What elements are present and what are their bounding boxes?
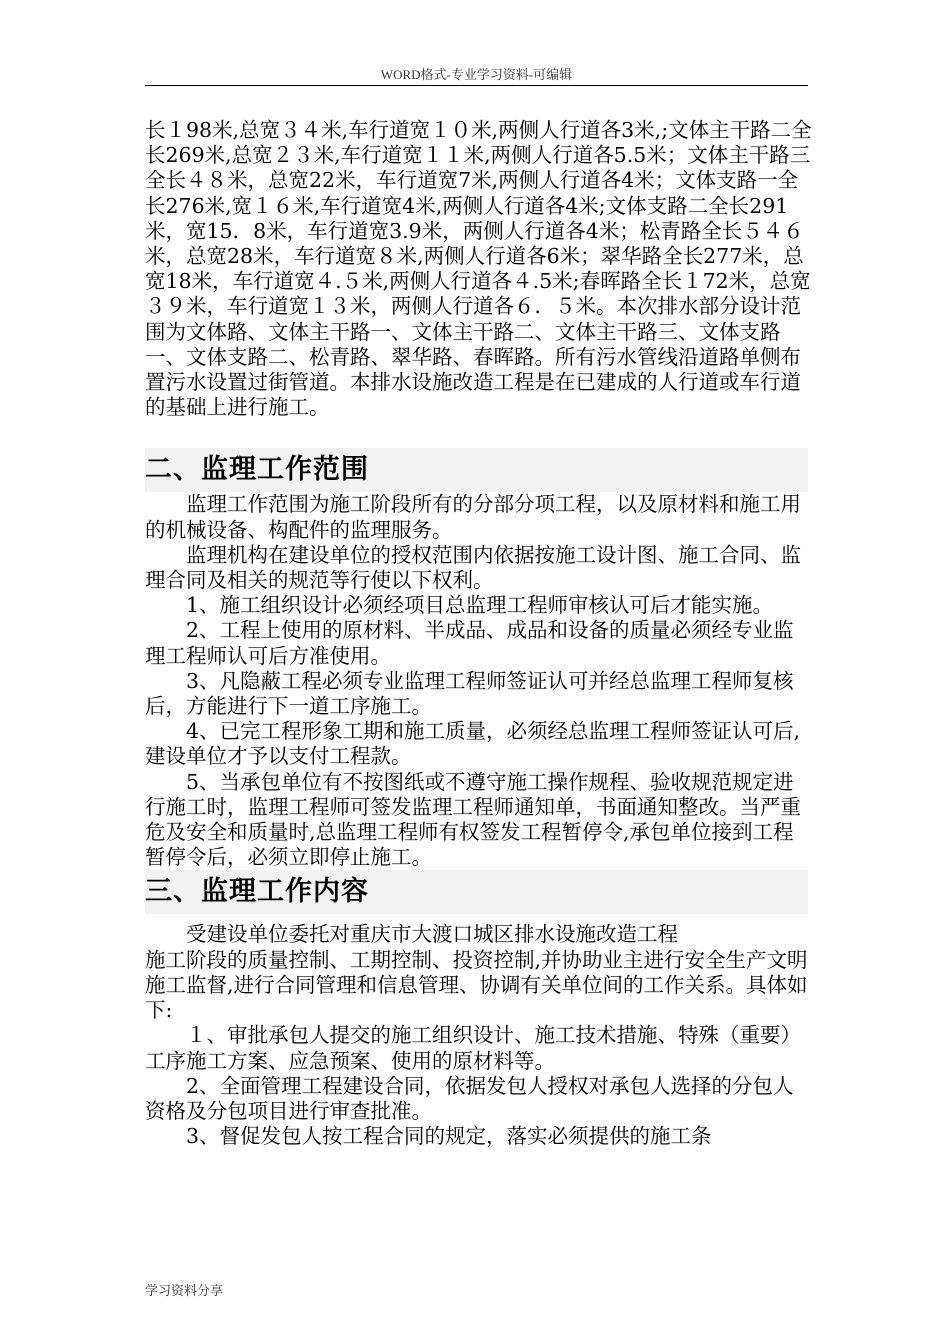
- section-2-heading: 二、监理工作范围: [145, 448, 808, 492]
- section-3-item: 2、全面管理工程建设合同，依据发包人授权对承包人选择的分包人资格及分包项目进行审查批准。: [145, 1073, 794, 1123]
- page-header: WORD格式-专业学习资料-可编辑: [380, 67, 573, 82]
- section-2-item: 4、已完工程形象工期和施工质量，必须经总监理工程师签证认可后,建设单位才予以支付工程款。: [145, 719, 801, 769]
- section-2-item: 1、施工组织设计必须经项目总监理工程师审核认可后才能实施。: [186, 593, 774, 618]
- section-3-item: １、审批承包人提交的施工组织设计、施工技术措施、特殊（重要）工序施工方案、应急预案、使用的原材料等。: [145, 1023, 801, 1073]
- section-2-item: 5、当承包单位有不按图纸或不遵守施工操作规程、验收规范规定进行施工时，监理工程师可签发监理工程师通知单，书面通知整改。当严重危及安全和质量时,总监理工程师有权签发工程暂停令,承包单位接到工程暂停令后，必须立即停止施工。: [145, 769, 801, 870]
- document-body: [145, 118, 813, 1149]
- section-3-item: 3、督促发包人按工程合同的规定，落实必须提供的施工条: [186, 1124, 712, 1149]
- section-3-lead-rest: 施工阶段的质量控制、工期控制、投资控制,并协助业主进行安全生产文明施工监督,进行合同管理和信息管理、协调有关单位间的工作关系。具体如下:: [145, 947, 808, 1023]
- section-2-item: 3、凡隐蔽工程必须专业监理工程师签证认可并经总监理工程师复核后，方能进行下一道工序施工。: [145, 668, 794, 719]
- page-footer: 学习资料分享: [145, 1284, 224, 1299]
- intro-paragraph: 长１98米,总宽３４米,车行道宽１０米,两侧人行道各3米,;文体主干路二全长269米,总宽２３米,车行道宽１１米,两侧人行道各5.5米；文体主干路三全长４８米，总宽22米，车行道宽7米,两侧人行道各4米；文体支路一全长276米,宽１６米,车行道宽4米,两侧人行道各4米;文体支路二全长291米，宽15．8米，车行道宽3.9米，两侧人行道各4米；松青路全长５４６米，总宽28米，车行道宽８米,两侧人行道各6米；翠华路全长277米，总宽18米，车行道宽４.５米,两侧人行道各４.5米;春晖路全长１72米，总宽３９米，车行道宽１３米，两侧人行道各６．５米。本次排水部分设计范围为文体路、文体主干路一、文体主干路二、文体主干路三、文体支路一、文体支路二、松青路、翠华路、春晖路。所有污水管线沿道路单侧布置污水设置过街管道。本排水设施改造工程是在已建成的人行道或车行道的基础上进行施工。: [145, 118, 812, 420]
- section-2-item: 2、工程上使用的原材料、半成品、成品和设备的质量必须经专业监理工程师认可后方准使用。: [145, 618, 794, 668]
- section-3-lead-line: 受建设单位委托对重庆市大渡口城区排水设施改造工程: [186, 922, 678, 947]
- section-2-paragraph: 监理机构在建设单位的授权范围内依据按施工设计图、施工合同、监理合同及相关的规范等行使以下权利。: [145, 542, 801, 593]
- header-divider: [145, 85, 808, 86]
- section-2-paragraph: 监理工作范围为施工阶段所有的分部分项工程，以及原材料和施工用的机械设备、构配件的监理服务。: [145, 492, 801, 542]
- section-3-heading: 三、监理工作内容: [145, 870, 808, 914]
